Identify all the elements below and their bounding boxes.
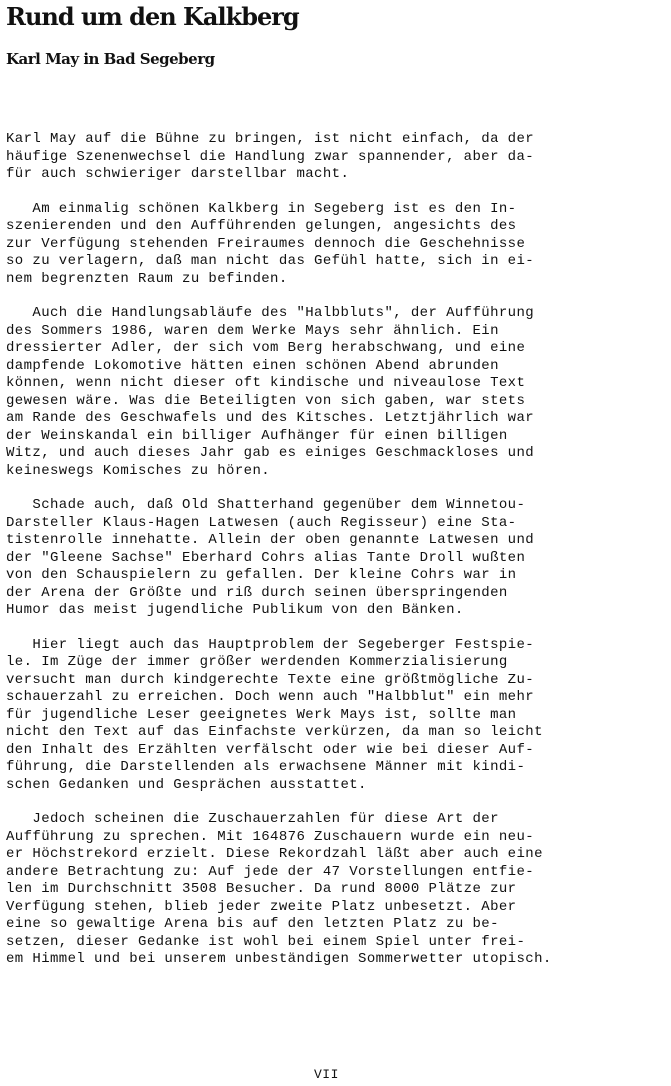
- text-line: setzen, dieser Gedanke ist wohl bei einem Spiel unter frei-: [6, 933, 526, 950]
- text-line: le. Im Züge der immer größer werdenden Kommerzialisierung: [6, 654, 508, 670]
- text-line: für jugendliche Leser geeignetes Werk Mays ist, sollte man: [6, 706, 517, 723]
- article-body: [6, 131, 671, 986]
- text-line: schauerzahl zu erreichen. Doch wenn auch "Halbblut" ein mehr: [6, 689, 535, 705]
- text-line: von den Schauspielern zu gefallen. Der kleine Cohrs war in: [6, 567, 517, 583]
- text-line: Witz, und auch dieses Jahr gab es einiges Geschmackloses und: [6, 445, 535, 461]
- text-line: der Arena der Größte und riß durch seinen überspringenden: [6, 584, 508, 601]
- text-line: nicht den Text auf das Einfachste verkürzen, da man so leicht: [6, 724, 543, 740]
- text-line: Verfügung stehen, blieb jeder zweite Platz unbesetzt. Aber: [6, 898, 517, 915]
- text-line: schen Gedanken und Gesprächen ausstattet.: [6, 776, 367, 793]
- text-line: dampfende Lokomotive hätten einen schönen Abend abrunden: [6, 357, 499, 374]
- text-line: der Weinskandal ein billiger Aufhänger für einen billigen: [6, 427, 508, 444]
- text-line: eine so gewaltige Arena bis auf den letzten Platz zu be-: [6, 916, 499, 932]
- text-line: Humor das meist jugendliche Publikum von den Bänken.: [6, 602, 464, 618]
- text-line: Darsteller Klaus-Hagen Latwesen (auch Regisseur) eine Sta-: [6, 514, 517, 531]
- text-line: len im Durchschnitt 3508 Besucher. Da rund 8000 Plätze zur: [6, 881, 517, 897]
- text-line: den Inhalt des Erzählten verfälscht oder wie bei dieser Auf-: [6, 741, 535, 758]
- text-line: Auch die Handlungsabläufe des "Halbbluts", der Aufführung: [6, 305, 535, 321]
- text-line: Schade auch, daß Old Shatterhand gegenüber dem Winnetou-: [6, 497, 526, 513]
- text-line: versucht man durch kindgerechte Texte eine größtmögliche Zu-: [6, 671, 535, 688]
- text-line: der "Gleene Sachse" Eberhard Cohrs alias Tante Droll wußten: [6, 549, 526, 566]
- text-line: dressierter Adler, der sich vom Berg herabschwang, und eine: [6, 340, 526, 356]
- paragraph: [6, 201, 671, 289]
- article-title: Rund um den Kalkberg: [6, 2, 299, 31]
- text-line: Hier liegt auch das Hauptproblem der Segeberger Festspie-: [6, 636, 535, 653]
- paragraph: [6, 305, 671, 480]
- paragraph: [6, 811, 671, 969]
- text-line: tistenrolle innehatte. Allein der oben genannte Latwesen und: [6, 532, 535, 548]
- paragraph: [6, 497, 671, 620]
- text-line: em Himmel und bei unserem unbeständigen Sommerwetter utopisch.: [6, 951, 552, 967]
- article-subtitle: Karl May in Bad Segeberg: [6, 50, 215, 68]
- text-line: gewesen wäre. Was die Beteiligten von sich gaben, war stets: [6, 392, 526, 409]
- text-line: Aufführung zu sprechen. Mit 164876 Zuschauern wurde ein neu-: [6, 828, 535, 845]
- text-line: Am einmalig schönen Kalkberg in Segeberg ist es den In-: [6, 200, 517, 217]
- paragraph: [6, 131, 671, 184]
- text-line: keineswegs Komisches zu hören.: [6, 462, 271, 479]
- paragraph: [6, 637, 671, 795]
- text-line: nem begrenzten Raum zu befinden.: [6, 270, 288, 287]
- text-line: am Rande des Geschwafels und des Kitsches. Letztjährlich war: [6, 410, 535, 426]
- text-line: können, wenn nicht dieser oft kindische und niveaulose Text: [6, 375, 526, 391]
- text-line: zur Verfügung stehenden Freiraumes dennoch die Geschehnisse: [6, 235, 526, 252]
- text-line: andere Betrachtung zu: Auf jede der 47 Vorstellungen entfie-: [6, 863, 535, 880]
- text-line: so zu verlagern, daß man nicht das Gefühl hatte, sich in ei-: [6, 253, 535, 269]
- text-line: Jedoch scheinen die Zuschauerzahlen für diese Art der: [6, 811, 499, 827]
- page-number: VII: [314, 1067, 339, 1082]
- text-line: er Höchstrekord erzielt. Diese Rekordzahl läßt aber auch eine: [6, 846, 543, 862]
- text-line: Karl May auf die Bühne zu bringen, ist nicht einfach, da der: [6, 131, 535, 147]
- text-line: des Sommers 1986, waren dem Werke Mays sehr ähnlich. Ein: [6, 322, 499, 339]
- text-line: szenierenden und den Aufführenden gelungen, angesichts des: [6, 218, 517, 234]
- text-line: für auch schwieriger darstellbar macht.: [6, 166, 350, 182]
- text-line: führung, die Darstellenden als erwachsene Männer mit kindi-: [6, 759, 526, 775]
- text-line: häufige Szenenwechsel die Handlung zwar spannender, aber da-: [6, 148, 535, 165]
